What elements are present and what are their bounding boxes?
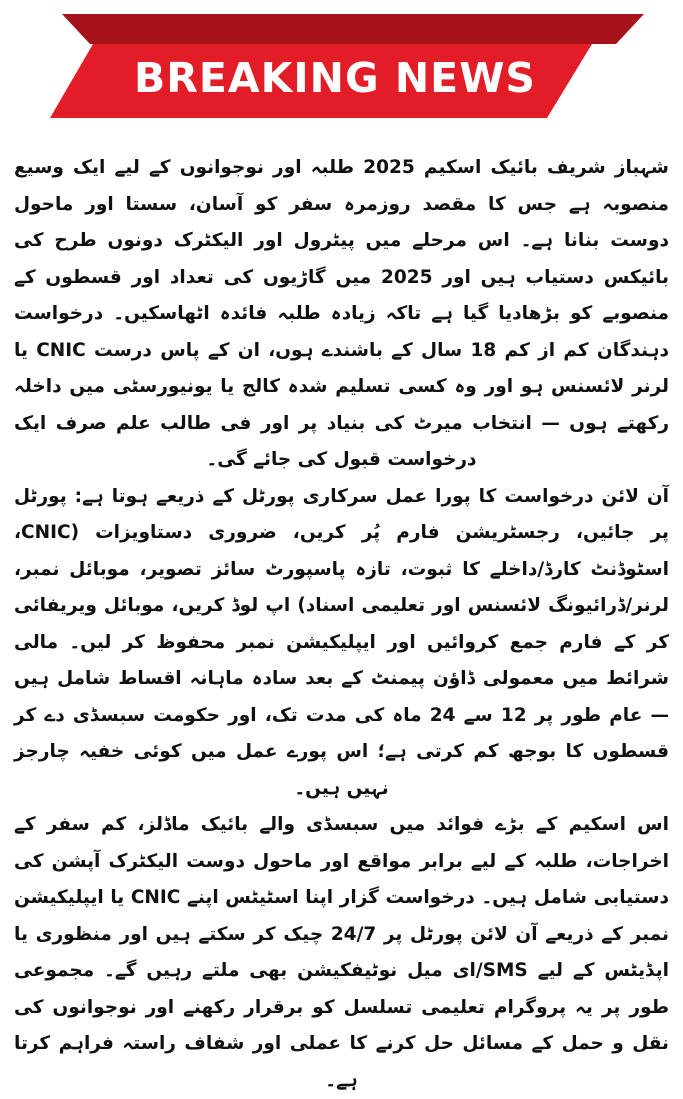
banner-back-strip	[62, 14, 644, 44]
article-paragraph-2: آن لائن درخواست کا پورا عمل سرکاری پورٹل کے ذریعے ہوتا ہے: پورٹل پر جائیں، رجسٹریشن فارم پُر کریں، ضروری دستاویزات (CNIC، اسٹوڈنٹ کارڈ/داخلے کا ثبوت، تازہ پاسپورٹ سائز تصویر، موبائل نمبر، لرنر/ڈرائیونگ لائسنس اور تعلیمی اسناد) اپ لوڈ کریں، موبائل ویریفائی کر کے فارم جمع کروائیں اور ایپلیکیشن نمبر محفوظ کر لیں۔ مالی شرائط میں معمولی ڈاؤن پیمنٹ کے بعد سادہ ماہانہ اقساط شامل ہیں — عام طور پر 12 سے 24 ماہ کی مدت تک، اور حکومت سبسڈی دے کر قسطوں کا بوجھ کم کرتی ہے؛ اس پورے عمل میں کوئی خفیہ چارجز نہیں ہیں۔	[14, 485, 669, 799]
article-paragraph-3: اس اسکیم کے بڑے فوائد میں سبسڈی والے بائیک ماڈلز، کم سفر کے اخراجات، طلبہ کے لیے برابر مواقع اور ماحول دوست الیکٹرک آپشن کی دستیابی شامل ہیں۔ درخواست گزار اپنا اسٹیٹس اپنے CNIC یا ایپلیکیشن نمبر کے ذریعے آن لائن پورٹل پر 24/7 چیک کر سکتے ہیں اور منظوری یا اپڈیٹس کے لیے SMS/ای میل نوٹیفکیشن بھی ملتے رہیں گے۔ مجموعی طور پر یہ پروگرام تعلیمی تسلسل کو برقرار رکھنے اور نوجوانوں کی نقل و حمل کے مسائل حل کرنے کا عملی اور شفاف راستہ فراہم کرتا ہے۔	[14, 814, 669, 1091]
breaking-news-banner	[0, 0, 683, 130]
banner-title: BREAKING NEWS	[134, 54, 536, 102]
article-body	[14, 150, 669, 1091]
article-paragraph-1: شہباز شریف بائیک اسکیم 2025 طلبہ اور نوجوانوں کے لیے ایک وسیع منصوبہ ہے جس کا مقصد روزمرہ سفر کو آسان، سستا اور ماحول دوست بنانا ہے۔ اس مرحلے میں پیٹرول اور الیکٹرک دونوں طرح کی بائیکس دستیاب ہیں اور 2025 میں گاڑیوں کی تعداد اور قسطوں کے منصوبے کو بڑھادیا گیا ہے تاکہ زیادہ طلبہ فائدہ اٹھاسکیں۔ درخواست دہندگان کم از کم 18 سال کے باشندے ہوں، ان کے پاس درست CNIC یا لرنر لائسنس ہو اور وہ کسی تسلیم شدہ کالج یا یونیورسٹی میں داخلہ رکھتے ہوں — انتخاب میرٹ کی بنیاد پر اور فی طالب علم صرف ایک درخواست قبول کی جائے گی۔	[14, 157, 669, 470]
